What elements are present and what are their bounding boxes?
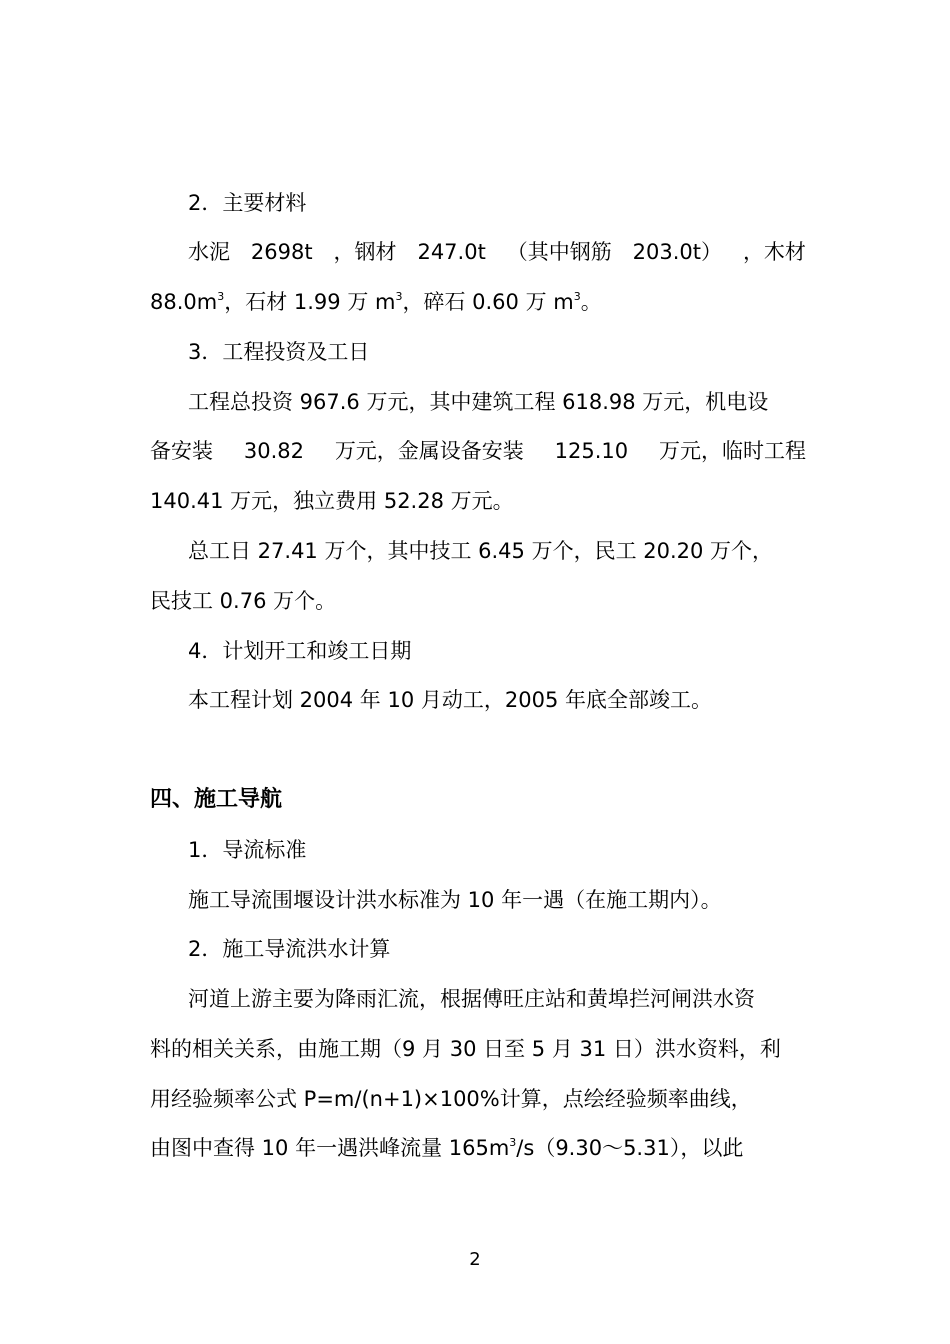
materials-stone-volume: ，石材 1.99 万 m — [224, 290, 396, 314]
flood-calc-line-3: 用经验频率公式 P=m/(n+1)×100%计算，点绘经验频率曲线， — [150, 1087, 752, 1111]
period: 。 — [580, 290, 602, 314]
flood-calc-line-1: 河道上游主要为降雨汇流，根据傅旺庄站和黄埠拦河闸洪水资 — [188, 987, 755, 1011]
materials-part-5: 203.0t） — [632, 240, 723, 264]
investment-part-4: 万元，临时工程 — [658, 439, 806, 463]
flood-calc-line-2: 料的相关关系，由施工期（9 月 30 日至 5 月 31 日）洪水资料，利 — [150, 1037, 781, 1061]
investment-line-2 — [150, 437, 806, 465]
flood-peak-text: 由图中查得 10 年一遇洪峰流量 165m — [150, 1136, 510, 1160]
investment-part-1: 30.82 — [243, 439, 304, 463]
investment-part-2: 万元，金属设备安装 — [334, 439, 524, 463]
materials-part-1: 2698t — [250, 240, 313, 264]
superscript: 3 — [509, 1136, 517, 1149]
materials-gravel-volume: ，碎石 0.60 万 m — [402, 290, 574, 314]
investment-part-3: 125.10 — [554, 439, 629, 463]
investment-title: 3．工程投资及工日 — [188, 340, 370, 364]
materials-wood-volume: 88.0m — [150, 290, 218, 314]
schedule-text: 本工程计划 2004 年 10 月动工，2005 年底全部竣工。 — [188, 688, 712, 712]
superscript: 3 — [395, 290, 403, 303]
page-number: 2 — [469, 1249, 481, 1270]
materials-part-0: 水泥 — [188, 240, 230, 264]
section-heading: 四、施工导航 — [150, 787, 283, 812]
materials-part-2: ，钢材 — [333, 240, 397, 264]
materials-title: 2．主要材料 — [188, 191, 307, 215]
materials-part-6: ，木材 — [742, 240, 806, 264]
flood-calc-title: 2．施工导流洪水计算 — [188, 937, 391, 961]
materials-line-1 — [188, 238, 806, 266]
labor-line-1: 总工日 27.41 万个，其中技工 6.45 万个，民工 20.20 万个， — [188, 539, 774, 563]
schedule-title: 4．计划开工和竣工日期 — [188, 639, 412, 663]
investment-part-0: 备安装 — [150, 439, 213, 463]
labor-line-2: 民技工 0.76 万个。 — [150, 589, 337, 613]
superscript: 3 — [573, 290, 581, 303]
flood-calc-line-4 — [150, 1134, 806, 1162]
materials-line-2 — [150, 288, 806, 316]
diversion-standard-title: 1．导流标准 — [188, 838, 307, 862]
diversion-standard-text: 施工导流围堰设计洪水标准为 10 年一遇（在施工期内）。 — [188, 888, 722, 912]
investment-line-1: 工程总投资 967.6 万元，其中建筑工程 618.98 万元，机电设 — [188, 390, 769, 414]
materials-part-4: （其中钢筋 — [506, 240, 612, 264]
flood-peak-unit-text: /s（9.30～5.31），以此 — [516, 1136, 744, 1160]
materials-part-3: 247.0t — [417, 240, 486, 264]
investment-line-3: 140.41 万元，独立费用 52.28 万元。 — [150, 489, 514, 513]
superscript: 3 — [217, 290, 225, 303]
